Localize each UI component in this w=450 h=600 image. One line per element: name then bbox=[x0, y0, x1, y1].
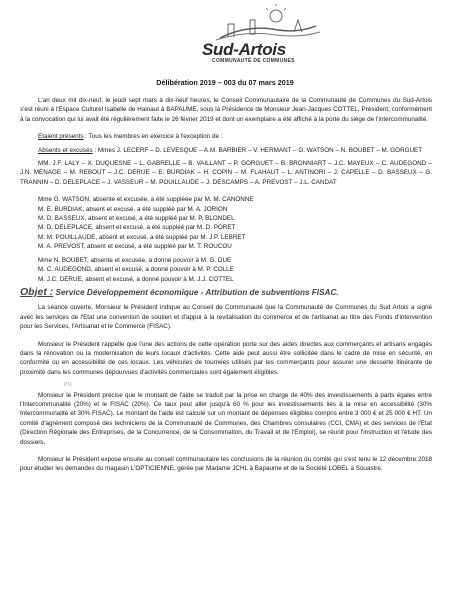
paragraph-actions: Monsieur le Président rappelle que l'une des actions de cette opération porte sur des aides directes aux commerçants et artisans engagés dans la rénovation ou la modernisation de leurs locaux d'activités. Cette aide peut aussi être sollicitée dans le cadre de mise en sécurité, en conformité ou en accessibilité de ces locaux. Les véhicules de tournées utilisés par les commerçants pour assurer une desserte itinérante de proximité dans les communes dépourvues d'activités commerciales sont également éligibles. bbox=[20, 340, 432, 376]
absent-paragraph bbox=[20, 146, 432, 155]
proxy-line: M. C. AUDEGOND, absent et excusé, a donné pouvoir à M. P. COLLE bbox=[38, 266, 234, 274]
substitute-line: Mme G. WATSON, absente et excusée, a été suppléée par M. M. CANONNE bbox=[38, 196, 254, 204]
members-paragraph: MM. J.F. LALY – X. DUQUESNE – L. GABRELLE – B. VAILLANT – P. GORGUET – B. BRONNIART – J.C. MAYEUX – C. AUDEGOND – J.N. MENAGE – M. REBOUT – J.C. DERUE – E. BURDIAK – H. COPIN – M. FLAHAUT – L. ANTINORI – J. CAPELLE – D. BASSEUX – G. TRANNIN – D. DELEPLACE – J. VASSEUR – M. POUILLAUDE – J. DESCAMPS – A. PREVOST – J.L. CANDAT bbox=[20, 160, 432, 186]
objet-text: Service Développement économique - Attribution de subventions FISAC. bbox=[53, 287, 339, 297]
absent-text: : Mmes J. LECERF – D. LEVESQUE – A.M. BARBIER – V. HERMANT – G. WATSON – N. BOUBET – M. GORGUET bbox=[92, 146, 423, 154]
objet-heading bbox=[20, 285, 432, 298]
paragraph-committee: Monsieur le Président expose ensuite au conseil communautaire les conclusions de la réunion du comité qui s'est tenu le 12 décembre 2018 pour étudier les demandes du magasin L'OPTICIENNE, gérée par Madame JCHL à Bapaume et de la Société LOBEL à Souastre. bbox=[20, 456, 432, 473]
absent-label: Absents et excusés bbox=[38, 146, 93, 154]
intro-paragraph: L'an deux mil dix-neuf, le jeudi sept mars à dix-neuf heures, le Conseil Communautaire de la Communauté de Communes du Sud-Artois s'est réuni à l'Espace Culturel Isabelle de Hainaut à BAPAUME, sous la Présidence de Monsieur Jean-Jacques COTTEL, Président, conformément à la convocation qui lui avait été régulièrement faite le 26 février 2019 et dont un exemplaire a été affiché à la porte du siège de l'intercommunalité. bbox=[20, 97, 432, 123]
document-body bbox=[20, 96, 432, 478]
present-text: : Tous les membres en exercice à l'exception de : bbox=[83, 133, 223, 141]
present-label: Etaient présents bbox=[38, 133, 84, 141]
substitute-line: M. E. BURDIAK, absent et excusé, a été suppléé par M. A. JORION bbox=[38, 205, 228, 213]
proxy-line: Mme N. BOUBET, absente et excusée, a donné pouvoir à M. G. DUE bbox=[38, 256, 232, 264]
proxy-line: M. J.C. DERUE, absent et excusé, a donné pouvoir à M. J.J. COTTEL bbox=[38, 275, 234, 283]
substitute-line: M. D. BASSEUX, absent et excusé, a été suppléé par M. P. BLONDEL bbox=[38, 215, 235, 223]
logo-name: Sud-Artois bbox=[202, 40, 286, 59]
deliberation-title: Délibération 2019 – 003 du 07 mars 2019 bbox=[156, 78, 294, 87]
substitute-line: M. D. DELEPLACE, absent et excusé, a été suppléé par M. D. PORET bbox=[38, 224, 236, 232]
substitute-line: M. M. POUILLAUDE, absent et excusé, a été suppléé par M. J.P. LEBRET bbox=[38, 233, 246, 241]
paragraph-aid-amount: Monsieur le Président précise que le montant de l'aide se traduit par la prise en charge de 40% des investissements à parts égales entre l'Intercommunalité (20%) et le FISAC (20%). Ce taux peut aller jusqu'à 60 % pour les investissements liés à la mise en accessibilité (30% Intercommunalité et 30% FISAC). Le montant de l'aide est calculé sur un montant de dépenses éligibles compris entre 3 000 € et 25 000 € HT. Un comité d'agrément composé des techniciens de la Communauté de Communes, des Chambres consulaires (CCI, CMA) et des services de l'Etat (Direction Régionale des Entreprises, de la Concurrence, de la Consommation, du Travail et de l'Emploi), se réunit pour l'instruction et l'étude des dossiers. bbox=[20, 391, 432, 446]
paragraph-convention: La séance ouverte, Monsieur le Président indique au Conseil de Communauté que la Communauté de Communes du Sud Artois a signé avec les services de l'Etat une convention de soutien et d'appui à la revitalisation du commerce et de l'artisanat au titre des Fonds d'intervention pour les Services, l'Artisanat et le Commerce (FISAC). bbox=[20, 304, 432, 331]
substitute-line: M. A. PREVOST, absent et excusé, a été suppléé par M. T. ROUCOU bbox=[38, 243, 232, 251]
present-line bbox=[20, 132, 432, 141]
sud-artois-logo bbox=[198, 4, 326, 66]
objet-label: Objet : bbox=[20, 285, 54, 298]
handwritten-mark: P.V. bbox=[64, 382, 73, 389]
logo-subtitle: COMMUNAUTÉ DE COMMUNES bbox=[212, 58, 295, 64]
